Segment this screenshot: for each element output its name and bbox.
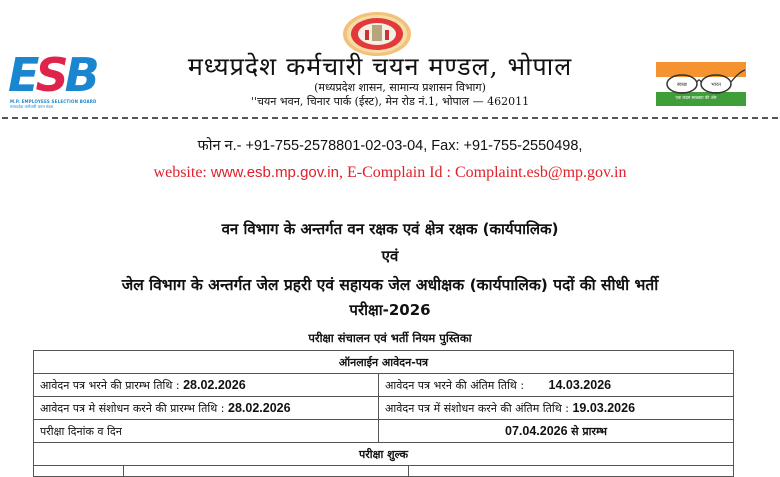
complain-email[interactable]: , E-Complain Id : Complaint.esb@mp.gov.in (338, 164, 627, 181)
table-row (34, 420, 734, 443)
fee-cell (409, 466, 734, 477)
section-title-online-application: ऑनलाईन आवेदन-पत्र (34, 351, 734, 374)
esb-logo-subtitle-hi: मध्यप्रदेश कर्मचारी चयन मंडल (10, 104, 54, 109)
svg-text:स्वच्छ: स्वच्छ (676, 82, 688, 88)
esb-logo-letters: ESB (8, 48, 96, 102)
mp-emblem-icon (341, 10, 413, 58)
title-line-and: एवं (381, 247, 399, 265)
section-row-exam-fee (34, 443, 734, 466)
exam-date-cell (379, 420, 734, 443)
website-label: website: (153, 164, 211, 181)
contact-phone-fax: फोन न.- +91-755-2578801-02-03-04, Fax: +91-755-2550498, (197, 138, 583, 154)
application-start-date: 28.02.2026 (183, 377, 246, 392)
swachh-bharat-logo (656, 62, 746, 106)
svg-text:एक कदम स्वच्छता की ओर: एक कदम स्वच्छता की ओर (675, 95, 717, 100)
title-line-exam-year: परीक्षा-2026 (349, 301, 431, 319)
contact-web-line (100, 163, 680, 183)
table-row (34, 466, 734, 477)
application-end-cell: आवेदन पत्र भरने की अंतिम तिथि : 14.03.2026 (379, 374, 734, 397)
org-subtitle: (मध्यप्रदेश शासन, सामान्य प्रशासन विभाग) (314, 81, 486, 94)
website-link[interactable]: www.esb.mp.gov.in (210, 164, 339, 181)
exam-date-suffix: से प्रारम्भ (571, 424, 607, 438)
application-start-cell: आवेदन पत्र भरने की प्रारम्भ तिथि : 28.02.2026 (34, 374, 379, 397)
svg-text:भारत: भारत (711, 82, 721, 88)
table-row (34, 374, 734, 397)
correction-start-date: 28.02.2026 (228, 400, 291, 415)
correction-end-date: 19.03.2026 (572, 400, 636, 415)
esb-logo-subtitle-en: M.P. EMPLOYEES SELECTION BOARD (10, 99, 97, 104)
correction-end-cell: आवेदन पत्र में संशोधन करने की अंतिम तिथि : 19.03.2026 (379, 397, 734, 420)
esb-logo (8, 48, 114, 110)
title-line-jail: जेल विभाग के अन्तर्गत जेल प्रहरी एवं सहायक जेल अधीक्षक (कार्यपालिक) पदों की सीधी भर्ती (121, 276, 659, 294)
schedule-table (33, 350, 734, 477)
title-line-forest: वन विभाग के अन्तर्गत वन रक्षक एवं क्षेत्र रक्षक (कार्यपालिक) (221, 220, 559, 238)
exam-date-label: परीक्षा दिनांक व दिन (34, 420, 379, 443)
exam-date-value: 07.04.2026 (505, 423, 568, 438)
correction-start-cell: आवेदन पत्र मे संशोधन करने की प्रारम्भ तिथि : 28.02.2026 (34, 397, 379, 420)
section-row-online-application (34, 351, 734, 374)
table-row (34, 397, 734, 420)
org-address: ''चयन भवन, चिनार पार्क (ईस्ट), मेन रोड नं.1, भोपाल — 462011 (250, 95, 530, 108)
fee-cell (124, 466, 409, 477)
section-title-exam-fee: परीक्षा शुल्क (34, 443, 734, 466)
application-end-date: 14.03.2026 (548, 377, 612, 392)
booklet-title: परीक्षा संचालन एवं भर्ती नियम पुस्तिका (308, 331, 472, 345)
fee-cell (34, 466, 124, 477)
header-divider (2, 117, 778, 119)
org-name: मध्यप्रदेश कर्मचारी चयन मण्डल, भोपाल (187, 52, 573, 81)
